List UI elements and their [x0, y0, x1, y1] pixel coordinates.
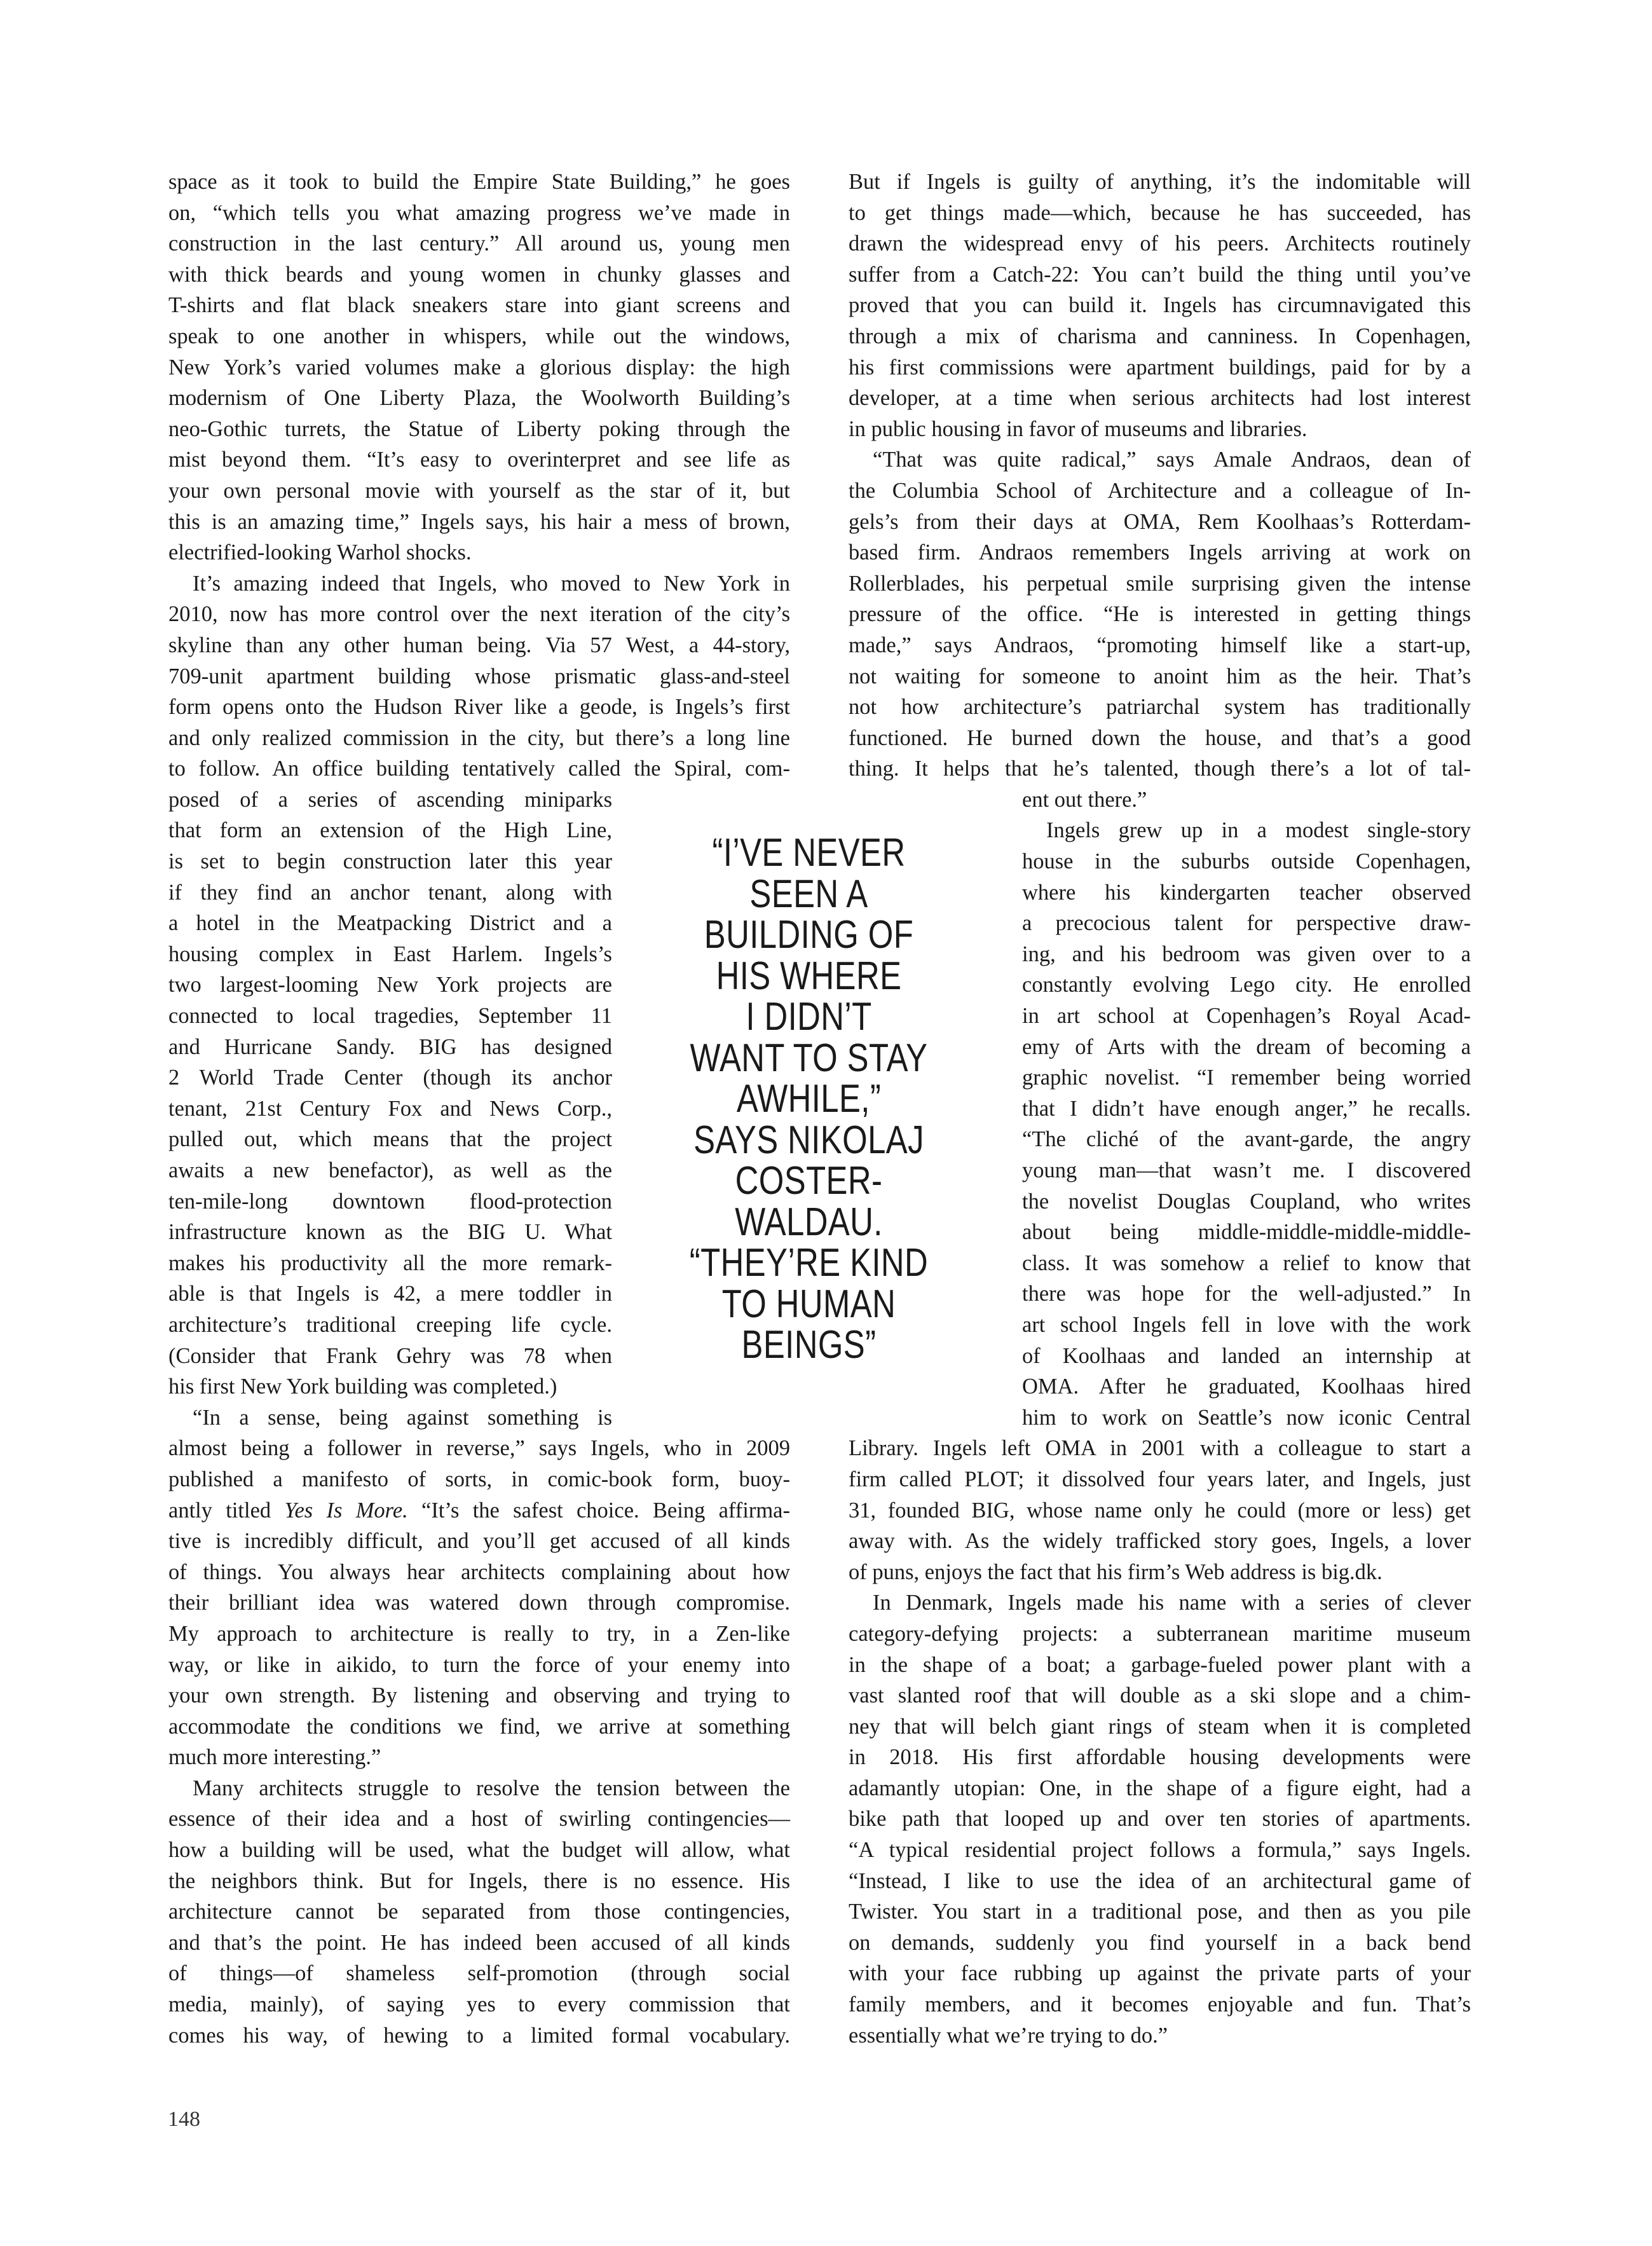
text-line: Rollerblades, his perpetual smile surprising given the intense: [849, 571, 1471, 596]
pull-quote-line: SEEN A: [749, 872, 868, 916]
pull-quote-line: SAYS NIKOLAJ: [693, 1118, 924, 1162]
text-line: the Columbia School of Architecture and a colleague of In-: [849, 478, 1471, 503]
text-line: It’s amazing indeed that Ingels, who moved to New York in: [193, 571, 790, 596]
text-line: space as it took to build the Empire State Building,” he goes: [168, 170, 790, 194]
pull-quote-line: I DIDN’T: [746, 995, 872, 1039]
text-line: and Hurricane Sandy. BIG has designed: [168, 1034, 612, 1059]
text-line: electrified-looking Warhol shocks.: [168, 540, 472, 565]
text-line: vast slanted roof that will double as a ski slope and a chim-: [849, 1683, 1471, 1708]
text-line: New York’s varied volumes make a glorious display: the high: [168, 355, 790, 380]
text-span: “It’s the safest choice. Being affirma-: [407, 1498, 790, 1523]
pull-quote-line: WALDAU.: [735, 1200, 883, 1244]
text-span: antly titled: [168, 1498, 285, 1523]
text-line: the neighbors think. But for Ingels, there is no essence. His: [168, 1868, 790, 1893]
text-line: drawn the widespread envy of his peers. Architects routinely: [849, 231, 1471, 256]
text-line: able is that Ingels is 42, a mere toddler in: [168, 1282, 612, 1306]
text-line: him to work on Seattle’s now iconic Central: [1022, 1405, 1471, 1430]
pull-quote-line: AWHILE,”: [736, 1077, 882, 1121]
pull-quote-line: BEINGS”: [741, 1323, 877, 1367]
text-line: this is an amazing time,” Ingels says, his hair a mess of brown,: [168, 509, 790, 534]
text-line: that I didn’t have enough anger,” he recalls.: [1022, 1096, 1471, 1121]
text-line: on demands, suddenly you find yourself in a back bend: [849, 1930, 1471, 1955]
text-line: media, mainly), of saying yes to every commission that: [168, 1992, 790, 2017]
text-line: category-defying projects: a subterranean maritime museum: [849, 1621, 1471, 1646]
text-line: tive is incredibly difficult, and you’ll get accused of all kinds: [168, 1529, 790, 1554]
text-line: makes his productivity all the more remark-: [168, 1250, 612, 1275]
text-line: in public housing in favor of museums and libraries.: [849, 416, 1307, 441]
pull-quote-line: BUILDING OF: [704, 913, 914, 957]
text-line: “A typical residential project follows a formula,” says Ingels.: [849, 1838, 1471, 1863]
text-line: his first commissions were apartment buildings, paid for by a: [849, 355, 1471, 380]
text-line: pressure of the office. “He is interested in getting things: [849, 602, 1471, 627]
text-line: suffer from a Catch-22: You can’t build the thing until you’ve: [849, 262, 1471, 287]
text-line: young man—that wasn’t me. I discovered: [1022, 1158, 1471, 1182]
text-line: bike path that looped up and over ten stories of apartments.: [849, 1807, 1471, 1832]
text-line: 2 World Trade Center (though its anchor: [168, 1065, 612, 1090]
text-line: of Koolhaas and landed an internship at: [1022, 1343, 1471, 1368]
pull-quote: [636, 833, 982, 1366]
text-line: adamantly utopian: One, in the shape of a figure eight, had a: [849, 1776, 1471, 1800]
text-line: not how architecture’s patriarchal system has traditionally: [849, 695, 1471, 720]
text-line: Twister. You start in a traditional pose, and then as you pile: [849, 1900, 1471, 1924]
text-line: firm called PLOT; it dissolved four years later, and Ingels, just: [849, 1467, 1471, 1491]
text-line: two largest-looming New York projects are: [168, 973, 612, 997]
text-line: based firm. Andraos remembers Ingels arriving at work on: [849, 540, 1471, 565]
text-line: speak to one another in whispers, while out the windows,: [168, 324, 790, 348]
text-line: not waiting for someone to anoint him as the heir. That’s: [849, 664, 1471, 688]
text-line: developer, at a time when serious architects had lost interest: [849, 386, 1471, 411]
text-line: construction in the last century.” All around us, young men: [168, 231, 790, 256]
text-line: the novelist Douglas Coupland, who writes: [1022, 1189, 1471, 1214]
text-line: architecture cannot be separated from those contingencies,: [168, 1900, 790, 1924]
text-line: much more interesting.”: [168, 1745, 381, 1770]
text-line: published a manifesto of sorts, in comic-book form, buoy-: [168, 1467, 790, 1491]
text-line: your own personal movie with yourself as the star of it, but: [168, 478, 790, 503]
text-line: awaits a new benefactor), as well as the: [168, 1158, 612, 1182]
text-line: house in the suburbs outside Copenhagen,: [1022, 849, 1471, 874]
text-line: neo-Gothic turrets, the Statue of Liberty poking through the: [168, 416, 790, 441]
italic-title: Yes Is More.: [284, 1498, 408, 1523]
text-line: about being middle-middle-middle-middle-: [1022, 1220, 1471, 1245]
text-line: Ingels grew up in a modest single-story: [1046, 818, 1471, 843]
text-line: thing. It helps that he’s talented, though there’s a lot of tal-: [849, 757, 1471, 781]
text-line: in art school at Copenhagen’s Royal Acad-: [1022, 1004, 1471, 1029]
text-line: “In a sense, being against something is: [193, 1405, 612, 1430]
text-line: and that’s the point. He has indeed been accused of all kinds: [168, 1930, 790, 1955]
text-line: “The cliché of the avant-garde, the angry: [1022, 1127, 1471, 1152]
text-line: family members, and it becomes enjoyable and fun. That’s: [849, 1992, 1471, 2017]
text-line: if they find an anchor tenant, along with: [168, 880, 612, 905]
text-line: functioned. He burned down the house, and that’s a good: [849, 725, 1471, 750]
text-line: with your face rubbing up against the private parts of your: [849, 1961, 1471, 1986]
text-line: a precocious talent for perspective draw-: [1022, 911, 1471, 936]
text-line: T-shirts and flat black sneakers stare into giant screens and: [168, 293, 790, 318]
text-line: way, or like in aikido, to turn the force of your enemy into: [168, 1652, 790, 1677]
text-line: infrastructure known as the BIG U. What: [168, 1220, 612, 1245]
text-line: constantly evolving Lego city. He enrolled: [1022, 973, 1471, 997]
text-line: a hotel in the Meatpacking District and a: [168, 911, 612, 936]
page-number: 148: [168, 2107, 200, 2131]
pull-quote-line: TO HUMAN: [721, 1282, 896, 1326]
text-line: ney that will belch giant rings of steam when it is completed: [849, 1714, 1471, 1739]
text-line: of things—of shameless self-promotion (through social: [168, 1961, 790, 1986]
text-line: In Denmark, Ingels made his name with a series of clever: [873, 1591, 1471, 1615]
text-line: My approach to architecture is really to try, in a Zen-like: [168, 1621, 790, 1646]
text-line: pulled out, which means that the project: [168, 1127, 612, 1152]
text-line: in 2018. His first affordable housing developments were: [849, 1745, 1471, 1770]
text-line: tenant, 21st Century Fox and News Corp.,: [168, 1096, 612, 1121]
text-line: modernism of One Liberty Plaza, the Woolworth Building’s: [168, 386, 790, 411]
text-line: how a building will be used, what the budget will allow, what: [168, 1838, 790, 1863]
text-line: ent out there.”: [1022, 787, 1147, 812]
text-line: graphic novelist. “I remember being worried: [1022, 1065, 1471, 1090]
text-line: through a mix of charisma and canniness. In Copenhagen,: [849, 324, 1471, 348]
text-line: art school Ingels fell in love with the work: [1022, 1312, 1471, 1337]
text-line: to get things made—which, because he has succeeded, has: [849, 200, 1471, 225]
text-line: their brilliant idea was watered down through compromise.: [168, 1591, 790, 1615]
text-line: Library. Ingels left OMA in 2001 with a colleague to start a: [849, 1436, 1471, 1461]
text-line: on, “which tells you what amazing progress we’ve made in: [168, 200, 790, 225]
text-line: But if Ingels is guilty of anything, it’s the indomitable will: [849, 170, 1471, 194]
text-line: emy of Arts with the dream of becoming a: [1022, 1034, 1471, 1059]
text-line: there was hope for the well-adjusted.” In: [1022, 1282, 1471, 1306]
text-line: form opens onto the Hudson River like a geode, is Ingels’s first: [168, 695, 790, 720]
text-line: accommodate the conditions we find, we arrive at something: [168, 1714, 790, 1739]
text-line: (Consider that Frank Gehry was 78 when: [168, 1343, 612, 1368]
text-line: architecture’s traditional creeping life cycle.: [168, 1312, 612, 1337]
text-line: ten-mile-long downtown flood-protection: [168, 1189, 612, 1214]
pull-quote-line: HIS WHERE: [716, 954, 902, 998]
text-line: and only realized commission in the city, but there’s a long line: [168, 725, 790, 750]
text-line: “That was quite radical,” says Amale Andraos, dean of: [873, 448, 1471, 472]
text-line: [168, 1495, 790, 1526]
text-line: proved that you can build it. Ingels has circumnavigated this: [849, 293, 1471, 318]
text-line: Many architects struggle to resolve the tension between the: [193, 1776, 790, 1800]
text-line: that form an extension of the High Line,: [168, 818, 612, 843]
pull-quote-line: “I’VE NEVER: [712, 831, 906, 875]
text-line: 2010, now has more control over the next iteration of the city’s: [168, 602, 790, 627]
text-line: gels’s from their days at OMA, Rem Koolhaas’s Rotterdam-: [849, 509, 1471, 534]
text-line: mist beyond them. “It’s easy to overinterpret and see life as: [168, 448, 790, 472]
text-line: in the shape of a boat; a garbage-fueled power plant with a: [849, 1652, 1471, 1677]
text-line: connected to local tragedies, September 11: [168, 1004, 612, 1029]
text-line: away with. As the widely trafficked story goes, Ingels, a lover: [849, 1529, 1471, 1554]
text-line: class. It was somehow a relief to know that: [1022, 1250, 1471, 1275]
text-line: essence of their idea and a host of swirling contingencies—: [168, 1807, 790, 1832]
text-line: of things. You always hear architects complaining about how: [168, 1559, 790, 1584]
text-line: of puns, enjoys the fact that his firm’s Web address is big.dk.: [849, 1559, 1382, 1584]
text-line: to follow. An office building tentatively called the Spiral, com-: [168, 757, 790, 781]
text-line: housing complex in East Harlem. Ingels’s: [168, 942, 612, 966]
text-line: ing, and his bedroom was given over to a: [1022, 942, 1471, 966]
text-line: skyline than any other human being. Via 57 West, a 44-story,: [168, 633, 790, 657]
text-line: comes his way, of hewing to a limited formal vocabulary.: [168, 2023, 790, 2048]
text-line: essentially what we’re trying to do.”: [849, 2023, 1168, 2048]
text-line: posed of a series of ascending miniparks: [168, 787, 612, 812]
text-line: almost being a follower in reverse,” says Ingels, who in 2009: [168, 1436, 790, 1461]
text-line: where his kindergarten teacher observed: [1022, 880, 1471, 905]
text-line: with thick beards and young women in chunky glasses and: [168, 262, 790, 287]
pull-quote-line: “THEY’RE KIND: [689, 1241, 929, 1285]
text-line: is set to begin construction later this year: [168, 849, 612, 874]
text-line: OMA. After he graduated, Koolhaas hired: [1022, 1374, 1471, 1399]
text-line: 31, founded BIG, whose name only he could (more or less) get: [849, 1498, 1471, 1523]
text-line: made,” says Andraos, “promoting himself like a start-up,: [849, 633, 1471, 657]
pull-quote-line: WANT TO STAY: [690, 1036, 928, 1080]
text-line: 709-unit apartment building whose prismatic glass-and-steel: [168, 664, 790, 688]
pull-quote-line: COSTER-: [735, 1159, 883, 1203]
text-line: your own strength. By listening and observing and trying to: [168, 1683, 790, 1708]
text-line: “Instead, I like to use the idea of an architectural game of: [849, 1868, 1471, 1893]
text-line: his first New York building was completed.): [168, 1374, 557, 1399]
